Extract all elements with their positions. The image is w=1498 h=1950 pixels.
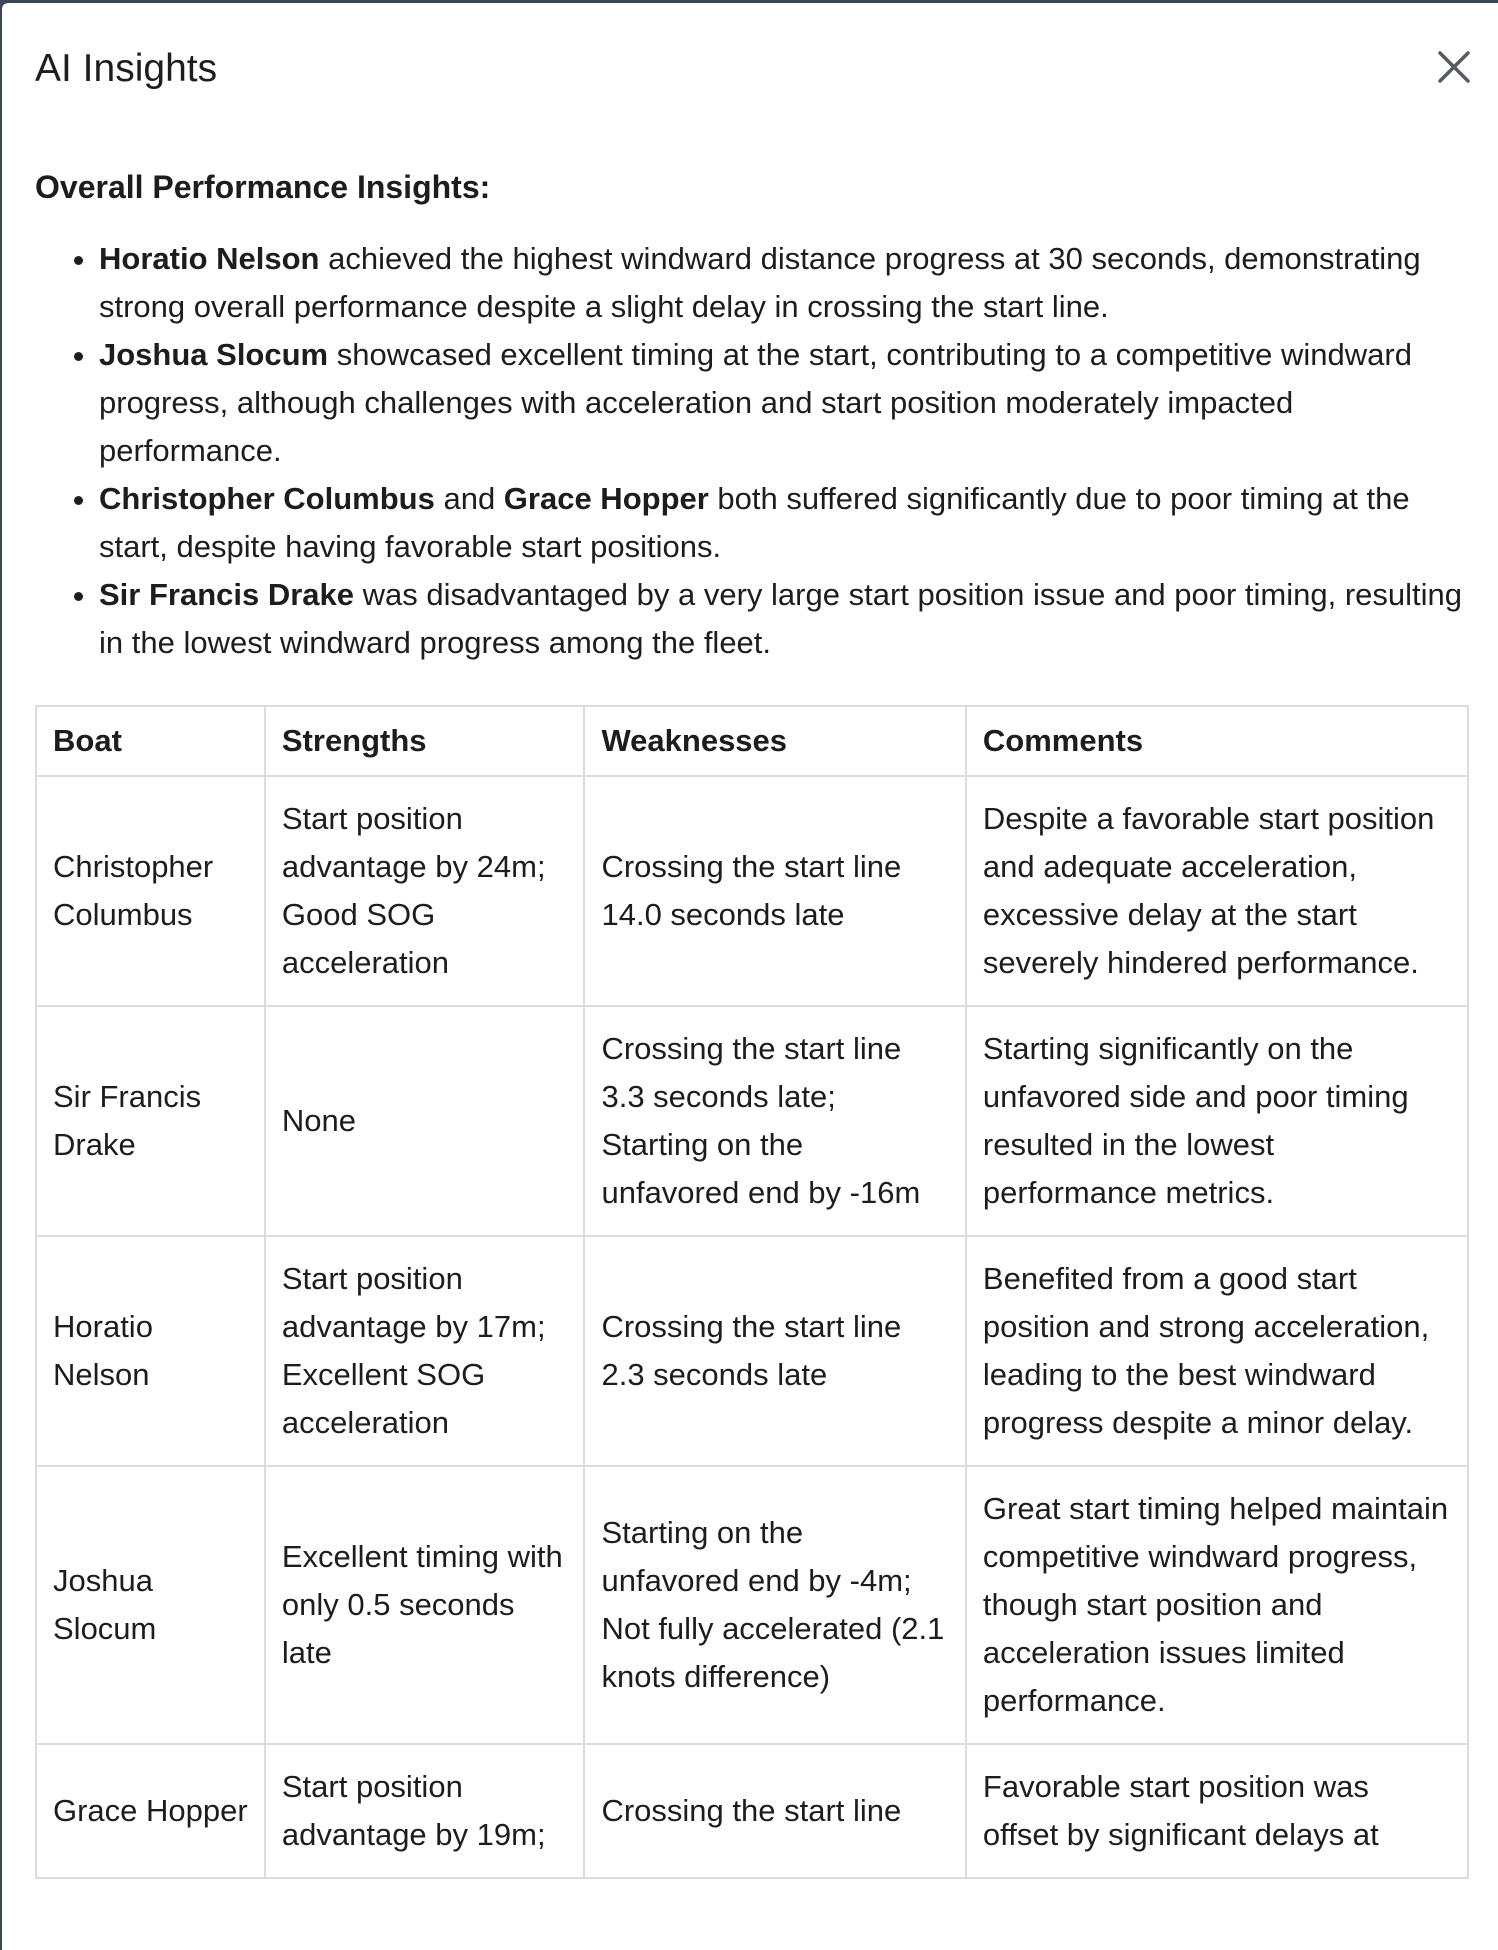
performance-table (35, 705, 1469, 1879)
insight-item (99, 475, 1471, 571)
ai-insights-modal (2, 3, 1498, 1950)
cell-strengths: Start position advantage by 17m; Excellent SOG acceleration (265, 1236, 585, 1466)
modal-title: AI Insights (35, 47, 218, 90)
modal-header (2, 3, 1498, 129)
cell-strengths: Excellent timing with only 0.5 seconds late (265, 1466, 585, 1744)
modal-body (35, 159, 1471, 1852)
boat-name: Grace Hopper (503, 481, 709, 516)
insight-connector: and (434, 481, 504, 516)
cell-comments: Benefited from a good start position and strong acceleration, leading to the best windward progress despite a minor delay. (966, 1236, 1468, 1466)
table-row (36, 1236, 1468, 1466)
table-row (36, 1466, 1468, 1744)
insight-item (99, 331, 1471, 475)
cell-weaknesses: Crossing the start line 2.3 seconds late (584, 1236, 965, 1466)
close-icon (1430, 43, 1478, 91)
header-boat: Boat (36, 706, 265, 776)
insight-text: was disadvantaged by a very large start position issue and poor timing, resulting in the lowest windward progress among the fleet. (99, 577, 1463, 660)
cell-weaknesses: Crossing the start line 3.3 seconds late; Starting on the unfavored end by -16m (584, 1006, 965, 1236)
cell-strengths: Start position advantage by 24m; Good SOG acceleration (265, 776, 585, 1006)
insight-text: both suffered significantly due to poor timing at the start, despite having favorable start positions. (99, 481, 1410, 564)
boat-name: Sir Francis Drake (99, 577, 355, 612)
cell-comments: Starting significantly on the unfavored side and poor timing resulted in the lowest performance metrics. (966, 1006, 1468, 1236)
cell-strengths: None (265, 1006, 585, 1236)
cell-weaknesses: Starting on the unfavored end by -4m; Not fully accelerated (2.1 knots difference) (584, 1466, 965, 1744)
cell-boat: Joshua Slocum (36, 1466, 265, 1744)
cell-strengths: Start position advantage by 19m; (265, 1744, 585, 1878)
table-row (36, 1006, 1468, 1236)
insights-list (35, 235, 1471, 667)
insight-item (99, 571, 1471, 667)
insight-text: achieved the highest windward distance progress at 30 seconds, demonstrating strong overall performance despite a slight delay in crossing the start line. (99, 241, 1421, 324)
boat-name: Horatio Nelson (99, 241, 320, 276)
header-strengths: Strengths (265, 706, 585, 776)
table-row (36, 776, 1468, 1006)
cell-boat: Christopher Columbus (36, 776, 265, 1006)
cell-comments: Despite a favorable start position and adequate acceleration, excessive delay at the start severely hindered performance. (966, 776, 1468, 1006)
cell-weaknesses: Crossing the start line (584, 1744, 965, 1878)
table-row (36, 1744, 1468, 1878)
header-weaknesses: Weaknesses (584, 706, 965, 776)
cell-weaknesses: Crossing the start line 14.0 seconds late (584, 776, 965, 1006)
boat-name: Christopher Columbus (99, 481, 435, 516)
cell-comments: Great start timing helped maintain competitive windward progress, though start position and acceleration issues limited performance. (966, 1466, 1468, 1744)
insight-text: showcased excellent timing at the start, contributing to a competitive windward progress, although challenges with acceleration and start position moderately impacted performance. (99, 337, 1412, 468)
cell-comments: Favorable start position was offset by significant delays at (966, 1744, 1468, 1878)
overview-heading: Overall Performance Insights: (35, 169, 491, 205)
insight-item (99, 235, 1471, 331)
cell-boat: Grace Hopper (36, 1744, 265, 1878)
close-button[interactable] (1430, 43, 1478, 91)
table-header-row (36, 706, 1468, 776)
cell-boat: Sir Francis Drake (36, 1006, 265, 1236)
header-comments: Comments (966, 706, 1468, 776)
cell-boat: Horatio Nelson (36, 1236, 265, 1466)
boat-name: Joshua Slocum (99, 337, 329, 372)
